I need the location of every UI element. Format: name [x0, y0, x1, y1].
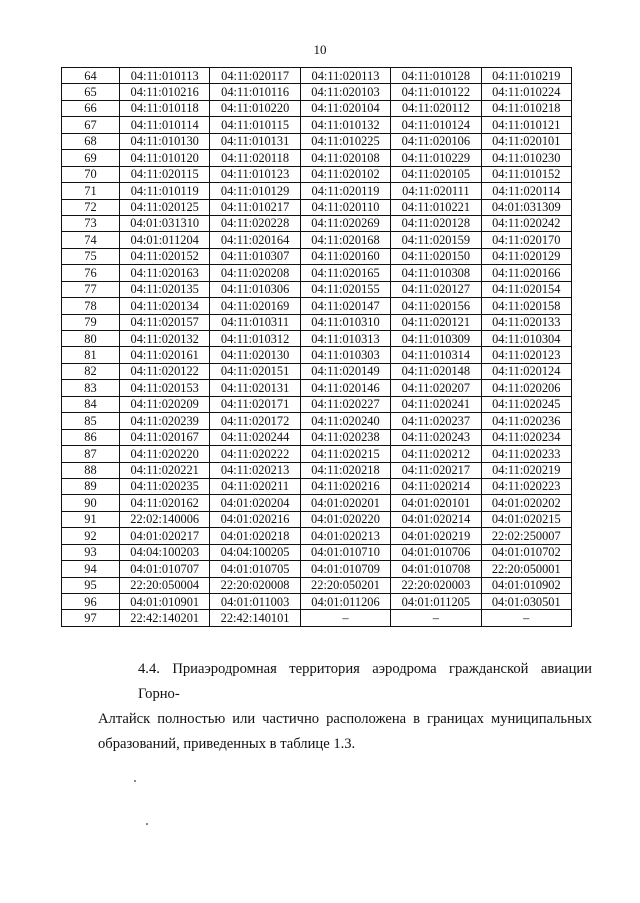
cadastral-number-cell: 04:11:020244	[210, 429, 300, 445]
table-row	[62, 528, 572, 544]
cadastral-number-cell: 04:11:020206	[481, 380, 571, 396]
cadastral-number-cell: 04:11:020104	[300, 100, 390, 116]
row-number-cell: 85	[62, 413, 120, 429]
cadastral-number-cell: 04:11:010303	[300, 347, 390, 363]
cadastral-number-cell: 04:01:010710	[300, 544, 390, 560]
cadastral-number-cell: 04:11:020236	[481, 413, 571, 429]
cadastral-number-cell: 04:11:020269	[300, 215, 390, 231]
row-number-cell: 78	[62, 298, 120, 314]
table-row	[62, 84, 572, 100]
row-number-cell: 67	[62, 117, 120, 133]
row-number-cell: 77	[62, 281, 120, 297]
cadastral-number-cell: 04:11:010114	[120, 117, 210, 133]
row-number-cell: 68	[62, 133, 120, 149]
cadastral-number-cell: 22:20:020003	[391, 577, 481, 593]
cadastral-number-cell: 04:11:020147	[300, 298, 390, 314]
cadastral-number-cell: 04:11:010122	[391, 84, 481, 100]
cadastral-number-cell: 04:11:020105	[391, 166, 481, 182]
table-row	[62, 462, 572, 478]
cadastral-number-cell: 04:11:020209	[120, 396, 210, 412]
cadastral-number-cell: 04:11:020127	[391, 281, 481, 297]
cadastral-number-cell: 04:11:020235	[120, 478, 210, 494]
cadastral-number-cell: 04:11:020130	[210, 347, 300, 363]
cadastral-number-cell: 04:01:011204	[120, 232, 210, 248]
cadastral-number-cell: 04:11:010312	[210, 331, 300, 347]
row-number-cell: 76	[62, 265, 120, 281]
row-number-cell: 90	[62, 495, 120, 511]
cadastral-number-cell: 04:01:020101	[391, 495, 481, 511]
cadastral-number-cell: 04:11:020152	[120, 248, 210, 264]
cadastral-number-cell: 04:11:020128	[391, 215, 481, 231]
cadastral-number-cell: 04:11:010130	[120, 133, 210, 149]
cadastral-number-cell: 04:11:020123	[481, 347, 571, 363]
row-number-cell: 88	[62, 462, 120, 478]
cadastral-number-cell: 04:11:010220	[210, 100, 300, 116]
cadastral-number-cell: 04:11:020237	[391, 413, 481, 429]
cadastral-number-cell: 04:11:020222	[210, 446, 300, 462]
cadastral-number-cell: 04:01:020214	[391, 511, 481, 527]
cadastral-number-cell: 04:11:020117	[210, 68, 300, 84]
table-row	[62, 183, 572, 199]
table-row	[62, 594, 572, 610]
cadastral-number-cell: 04:11:020149	[300, 363, 390, 379]
cadastral-number-cell: 04:11:020242	[481, 215, 571, 231]
cadastral-number-cell: 04:11:020122	[120, 363, 210, 379]
cadastral-number-cell: 04:11:020112	[391, 100, 481, 116]
cadastral-number-cell: 04:11:010306	[210, 281, 300, 297]
row-number-cell: 97	[62, 610, 120, 626]
cadastral-number-cell: 04:11:010123	[210, 166, 300, 182]
cadastral-number-cell: 04:11:010229	[391, 150, 481, 166]
table-body	[62, 68, 572, 627]
cadastral-number-cell: 04:11:020239	[120, 413, 210, 429]
cadastral-number-cell: 22:42:140201	[120, 610, 210, 626]
cadastral-number-cell: 04:11:010216	[120, 84, 210, 100]
cadastral-number-cell: 04:01:020219	[391, 528, 481, 544]
row-number-cell: 79	[62, 314, 120, 330]
table-row	[62, 363, 572, 379]
table-row	[62, 446, 572, 462]
cadastral-number-cell: 04:11:020148	[391, 363, 481, 379]
cadastral-number-cell: 04:11:020168	[300, 232, 390, 248]
cadastral-number-cell: 04:11:010221	[391, 199, 481, 215]
cadastral-number-cell: 04:11:020212	[391, 446, 481, 462]
cadastral-number-cell: 04:11:020159	[391, 232, 481, 248]
row-number-cell: 81	[62, 347, 120, 363]
cadastral-number-cell: 22:20:050004	[120, 577, 210, 593]
cadastral-number-cell: 04:11:010219	[481, 68, 571, 84]
cadastral-number-cell: 04:01:010705	[210, 561, 300, 577]
row-number-cell: 69	[62, 150, 120, 166]
cadastral-number-cell: 04:11:020157	[120, 314, 210, 330]
table-row	[62, 265, 572, 281]
cadastral-number-cell: 04:11:020208	[210, 265, 300, 281]
cadastral-number-cell: 22:20:050201	[300, 577, 390, 593]
cadastral-number-cell: 04:11:020118	[210, 150, 300, 166]
cadastral-number-cell: 04:11:020134	[120, 298, 210, 314]
cadastral-number-cell: 04:11:020215	[300, 446, 390, 462]
cadastral-number-cell: 04:11:020133	[481, 314, 571, 330]
cadastral-number-cell: 04:11:020243	[391, 429, 481, 445]
cadastral-number-cell: 04:11:020102	[300, 166, 390, 182]
cadastral-number-cell: 04:11:010124	[391, 117, 481, 133]
cadastral-number-cell: 04:11:020164	[210, 232, 300, 248]
cadastral-number-cell: 04:01:011206	[300, 594, 390, 610]
table-row	[62, 561, 572, 577]
cadastral-number-cell: 04:11:020119	[300, 183, 390, 199]
cadastral-number-cell: 04:11:020238	[300, 429, 390, 445]
cadastral-number-cell: 04:11:020101	[481, 133, 571, 149]
cadastral-number-cell: 04:11:010128	[391, 68, 481, 84]
table-row	[62, 347, 572, 363]
cadastral-number-cell: 04:01:020204	[210, 495, 300, 511]
cadastral-number-cell: 04:04:100203	[120, 544, 210, 560]
cadastral-number-cell: 04:11:020213	[210, 462, 300, 478]
cadastral-number-cell: 04:11:020146	[300, 380, 390, 396]
cadastral-number-cell: 04:11:010119	[120, 183, 210, 199]
scan-speck	[134, 780, 136, 782]
cadastral-number-cell: 04:01:031309	[481, 199, 571, 215]
cadastral-number-cell: 04:04:100205	[210, 544, 300, 560]
row-number-cell: 93	[62, 544, 120, 560]
scan-speck	[146, 823, 148, 825]
cadastral-number-cell: 04:11:020172	[210, 413, 300, 429]
cadastral-number-cell: 04:11:020156	[391, 298, 481, 314]
cadastral-number-cell: 04:11:020241	[391, 396, 481, 412]
row-number-cell: 73	[62, 215, 120, 231]
row-number-cell: 91	[62, 511, 120, 527]
cadastral-number-cell: 04:11:020110	[300, 199, 390, 215]
row-number-cell: 83	[62, 380, 120, 396]
cadastral-number-cell: 04:11:020166	[481, 265, 571, 281]
table-row	[62, 544, 572, 560]
cadastral-number-cell: 04:11:020135	[120, 281, 210, 297]
cadastral-number-cell: 04:11:020227	[300, 396, 390, 412]
cadastral-number-cell: 04:11:010118	[120, 100, 210, 116]
table-row	[62, 166, 572, 182]
table-row	[62, 478, 572, 494]
row-number-cell: 75	[62, 248, 120, 264]
cadastral-number-cell: 04:11:020129	[481, 248, 571, 264]
cadastral-number-cell: 04:11:020108	[300, 150, 390, 166]
cadastral-number-cell: 04:01:020217	[120, 528, 210, 544]
body-paragraph	[98, 657, 592, 757]
row-number-cell: 94	[62, 561, 120, 577]
cadastral-number-cell: 04:11:020103	[300, 84, 390, 100]
cadastral-number-cell: 04:11:020219	[481, 462, 571, 478]
cadastral-number-cell: 04:11:010308	[391, 265, 481, 281]
table-row	[62, 314, 572, 330]
cadastral-number-cell: 04:11:020221	[120, 462, 210, 478]
cadastral-number-cell: 04:11:010307	[210, 248, 300, 264]
table-row	[62, 150, 572, 166]
table-row	[62, 610, 572, 626]
cadastral-number-cell: 04:11:010121	[481, 117, 571, 133]
paragraph-line: образований, приведенных в таблице 1.3.	[98, 736, 356, 752]
cadastral-number-cell: 04:11:010132	[300, 117, 390, 133]
cadastral-number-cell: 04:11:020218	[300, 462, 390, 478]
cadastral-number-cell: 04:11:020113	[300, 68, 390, 84]
cadastral-number-cell: 04:11:020121	[391, 314, 481, 330]
cadastral-number-cell: 04:01:010706	[391, 544, 481, 560]
cadastral-number-cell: 04:01:020202	[481, 495, 571, 511]
cadastral-number-cell: 04:11:010310	[300, 314, 390, 330]
cadastral-number-cell: 04:11:010113	[120, 68, 210, 84]
cadastral-number-cell: 04:01:010708	[391, 561, 481, 577]
row-number-cell: 74	[62, 232, 120, 248]
cadastral-number-cell: 04:11:020163	[120, 265, 210, 281]
cadastral-number-cell: 04:11:020228	[210, 215, 300, 231]
cadastral-number-cell: 04:11:020161	[120, 347, 210, 363]
cadastral-number-cell: 04:11:020114	[481, 183, 571, 199]
cadastral-number-cell: 04:11:020111	[391, 183, 481, 199]
cadastral-number-cell: 04:01:010902	[481, 577, 571, 593]
cadastral-number-cell: 04:11:010309	[391, 331, 481, 347]
cadastral-number-cell: 04:11:020155	[300, 281, 390, 297]
cadastral-number-cell: 04:11:020151	[210, 363, 300, 379]
cadastral-number-cell: 04:11:020233	[481, 446, 571, 462]
table-row	[62, 199, 572, 215]
cadastral-number-cell: 04:01:030501	[481, 594, 571, 610]
table-row	[62, 413, 572, 429]
cadastral-number-cell: 04:01:010901	[120, 594, 210, 610]
paragraph-line: 4.4. Приаэродромная территория аэродрома гражданской авиации Горно-	[138, 661, 592, 702]
cadastral-number-cell: 22:02:250007	[481, 528, 571, 544]
table-row	[62, 331, 572, 347]
cadastral-number-cell: 04:11:020125	[120, 199, 210, 215]
cadastral-number-cell: 22:02:140006	[120, 511, 210, 527]
cadastral-number-cell: 04:11:020214	[391, 478, 481, 494]
cadastral-number-cell: 04:11:020223	[481, 478, 571, 494]
table-row	[62, 248, 572, 264]
cadastral-number-cell: 04:11:020132	[120, 331, 210, 347]
cadastral-number-cell: 04:11:010129	[210, 183, 300, 199]
cadastral-number-cell: 04:11:020106	[391, 133, 481, 149]
row-number-cell: 92	[62, 528, 120, 544]
cadastral-number-cell: 04:11:020211	[210, 478, 300, 494]
cadastral-number-cell: 04:11:020234	[481, 429, 571, 445]
row-number-cell: 72	[62, 199, 120, 215]
cadastral-number-cell: 04:11:010115	[210, 117, 300, 133]
cadastral-number-cell: 04:01:020213	[300, 528, 390, 544]
cadastral-number-cell: 04:11:020207	[391, 380, 481, 396]
cadastral-number-cell: 04:11:020150	[391, 248, 481, 264]
table-row	[62, 380, 572, 396]
cadastral-number-cell: 04:11:020158	[481, 298, 571, 314]
cadastral-number-cell: 04:11:010120	[120, 150, 210, 166]
cadastral-number-cell: 04:01:011205	[391, 594, 481, 610]
cadastral-number-cell: 04:11:010224	[481, 84, 571, 100]
paragraph-line: Алтайск полностью или частично расположена в границах муниципальных	[98, 711, 592, 727]
row-number-cell: 82	[62, 363, 120, 379]
cadastral-number-cell: 04:11:010230	[481, 150, 571, 166]
cadastral-number-cell: 04:11:010313	[300, 331, 390, 347]
cadastral-number-cell: 04:11:020171	[210, 396, 300, 412]
cadastral-number-cell: 04:11:020217	[391, 462, 481, 478]
cadastral-number-cell: 04:11:010116	[210, 84, 300, 100]
cadastral-number-cell: 04:01:020201	[300, 495, 390, 511]
cadastral-number-cell: 04:11:020240	[300, 413, 390, 429]
cadastral-number-cell: 04:01:020218	[210, 528, 300, 544]
cadastral-number-cell: 04:11:020131	[210, 380, 300, 396]
row-number-cell: 80	[62, 331, 120, 347]
row-number-cell: 65	[62, 84, 120, 100]
cadastral-number-cell: 04:11:020167	[120, 429, 210, 445]
cadastral-number-cell: 04:01:020215	[481, 511, 571, 527]
cadastral-numbers-table	[61, 67, 572, 627]
table-row	[62, 68, 572, 84]
table-row	[62, 511, 572, 527]
cadastral-number-cell: 04:01:010702	[481, 544, 571, 560]
cadastral-number-cell: 04:11:010218	[481, 100, 571, 116]
cadastral-number-cell: 04:11:010311	[210, 314, 300, 330]
cadastral-number-cell: –	[481, 610, 571, 626]
table-row	[62, 281, 572, 297]
cadastral-number-cell: –	[391, 610, 481, 626]
cadastral-number-cell: 04:11:020216	[300, 478, 390, 494]
table-row	[62, 100, 572, 116]
table-row	[62, 298, 572, 314]
cadastral-number-cell: 04:11:020153	[120, 380, 210, 396]
cadastral-number-cell: 04:11:010217	[210, 199, 300, 215]
table-row	[62, 577, 572, 593]
cadastral-number-cell: 04:11:010304	[481, 331, 571, 347]
table-row	[62, 396, 572, 412]
page-number: 10	[313, 42, 327, 57]
cadastral-number-cell: 04:11:010152	[481, 166, 571, 182]
table-row	[62, 133, 572, 149]
cadastral-number-cell: 04:11:020245	[481, 396, 571, 412]
row-number-cell: 89	[62, 478, 120, 494]
cadastral-number-cell: 04:01:031310	[120, 215, 210, 231]
cadastral-number-cell: 04:11:010131	[210, 133, 300, 149]
cadastral-number-cell: 04:11:020162	[120, 495, 210, 511]
cadastral-number-cell: 04:11:020169	[210, 298, 300, 314]
cadastral-number-cell: –	[300, 610, 390, 626]
table-row	[62, 232, 572, 248]
row-number-cell: 71	[62, 183, 120, 199]
cadastral-number-cell: 04:11:020220	[120, 446, 210, 462]
row-number-cell: 70	[62, 166, 120, 182]
cadastral-number-cell: 22:20:050001	[481, 561, 571, 577]
table-row	[62, 117, 572, 133]
table-row	[62, 495, 572, 511]
row-number-cell: 96	[62, 594, 120, 610]
row-number-cell: 64	[62, 68, 120, 84]
cadastral-number-cell: 22:42:140101	[210, 610, 300, 626]
row-number-cell: 86	[62, 429, 120, 445]
row-number-cell: 84	[62, 396, 120, 412]
cadastral-number-cell: 04:01:011003	[210, 594, 300, 610]
cadastral-number-cell: 04:01:010707	[120, 561, 210, 577]
cadastral-number-cell: 04:11:010314	[391, 347, 481, 363]
cadastral-number-cell: 04:11:020170	[481, 232, 571, 248]
row-number-cell: 66	[62, 100, 120, 116]
cadastral-number-cell: 04:11:020115	[120, 166, 210, 182]
cadastral-number-cell: 04:11:020154	[481, 281, 571, 297]
cadastral-number-cell: 22:20:020008	[210, 577, 300, 593]
cadastral-number-cell: 04:01:010709	[300, 561, 390, 577]
row-number-cell: 95	[62, 577, 120, 593]
cadastral-number-cell: 04:11:010225	[300, 133, 390, 149]
cadastral-number-cell: 04:01:020220	[300, 511, 390, 527]
row-number-cell: 87	[62, 446, 120, 462]
cadastral-number-cell: 04:11:020124	[481, 363, 571, 379]
cadastral-number-cell: 04:11:020160	[300, 248, 390, 264]
cadastral-number-cell: 04:01:020216	[210, 511, 300, 527]
cadastral-number-cell: 04:11:020165	[300, 265, 390, 281]
table-row	[62, 215, 572, 231]
table-row	[62, 429, 572, 445]
